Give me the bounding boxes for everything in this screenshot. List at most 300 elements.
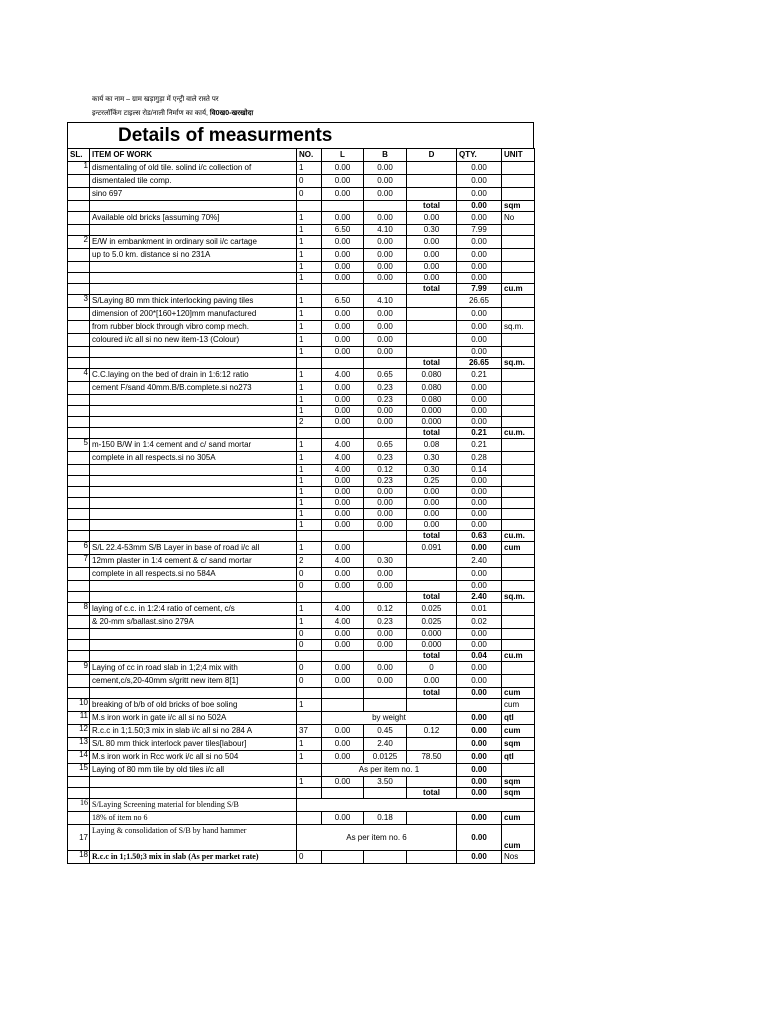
cell-item: 18% of item no 6 — [90, 812, 297, 825]
cell-no: 1 — [297, 236, 322, 249]
cell-unit — [502, 487, 535, 498]
cell-unit — [502, 764, 535, 777]
cell-d: 0.08 — [407, 439, 457, 452]
cell-l: 0.00 — [322, 812, 364, 825]
cell-b: 0.0125 — [364, 751, 407, 764]
cell-d: 0.080 — [407, 369, 457, 382]
cell-b — [364, 788, 407, 799]
cell-qty: 0.00 — [457, 188, 502, 201]
cell-unit — [502, 225, 535, 236]
cell-unit — [502, 369, 535, 382]
cell-d: 0.00 — [407, 236, 457, 249]
cell-item — [90, 465, 297, 476]
cell-l: 0.00 — [322, 520, 364, 531]
col-no: NO. — [297, 149, 322, 162]
cell-b: 0.23 — [364, 395, 407, 406]
cell-no: 1 — [297, 699, 322, 712]
table-row — [68, 417, 535, 428]
cell-no: 1 — [297, 212, 322, 225]
table-row — [68, 738, 535, 751]
cell-d — [407, 347, 457, 358]
cell-sl: 4 — [68, 369, 90, 382]
work-name-line: कार्य का नाम – ग्राम खड़ागुड़ा में एन्ट्री वाले रास्ते पर — [92, 96, 219, 103]
cell-no: 1 — [297, 738, 322, 751]
title-box — [67, 122, 534, 148]
cell-item: 12mm plaster in 1:4 cement & c/ sand mortar — [90, 555, 297, 568]
cell-sl — [68, 675, 90, 688]
cell-sl — [68, 651, 90, 662]
cell-d: total — [407, 788, 457, 799]
cell-sl — [68, 476, 90, 487]
cell-l: 0.00 — [322, 487, 364, 498]
cell-d: 0.30 — [407, 452, 457, 465]
cell-l — [322, 531, 364, 542]
cell-l: 0.00 — [322, 382, 364, 395]
cell-l: 6.50 — [322, 225, 364, 236]
cell-d: 0.00 — [407, 273, 457, 284]
cell-d: 0.00 — [407, 520, 457, 531]
cell-qty: 0.00 — [457, 236, 502, 249]
cell-unit — [502, 188, 535, 201]
cell-qty: 2.40 — [457, 592, 502, 603]
cell-b: 0.00 — [364, 640, 407, 651]
cell-unit — [502, 334, 535, 347]
cell-sl — [68, 428, 90, 439]
col-qty: QTY. — [457, 149, 502, 162]
cell-d: total — [407, 284, 457, 295]
cell-item: sino 697 — [90, 188, 297, 201]
cell-item: dimension of 200*[160+120]mm manufactured — [90, 308, 297, 321]
cell-item: cement,c/s,20-40mm s/gritt new item 8[1] — [90, 675, 297, 688]
cell-no — [297, 764, 322, 777]
cell-d: 0.00 — [407, 262, 457, 273]
cell-l: 0.00 — [322, 249, 364, 262]
cell-qty: 0.00 — [457, 347, 502, 358]
table-row — [68, 603, 535, 616]
cell-b — [364, 592, 407, 603]
cell-d: 0.025 — [407, 616, 457, 629]
cell-l — [322, 358, 364, 369]
cell-d: 0.00 — [407, 212, 457, 225]
cell-item: M.s iron work in gate i/c all si no 502A — [90, 712, 297, 725]
cell-no: 0 — [297, 640, 322, 651]
cell-l: 0.00 — [322, 509, 364, 520]
cell-b: 3.50 — [364, 777, 407, 788]
cell-b: 4.10 — [364, 225, 407, 236]
cell-qty: 26.65 — [457, 295, 502, 308]
cell-qty: 0.01 — [457, 603, 502, 616]
cell-sl — [68, 188, 90, 201]
cell-unit — [502, 236, 535, 249]
cell-l: 4.00 — [322, 439, 364, 452]
cell-b: 0.00 — [364, 334, 407, 347]
cell-item: cement F/sand 40mm.B/B.complete.si no273 — [90, 382, 297, 395]
cell-d — [407, 568, 457, 581]
cell-l: 0.00 — [322, 236, 364, 249]
page-title: Details of measurments — [118, 125, 333, 146]
cell-no — [297, 201, 322, 212]
cell-unit — [502, 295, 535, 308]
cell-l: 0.00 — [322, 675, 364, 688]
table-row — [68, 236, 535, 249]
cell-b: 0.00 — [364, 262, 407, 273]
cell-item — [90, 406, 297, 417]
cell-item — [90, 358, 297, 369]
cell-no: 0 — [297, 851, 322, 864]
cell-b: 0.00 — [364, 236, 407, 249]
cell-b: 0.00 — [364, 347, 407, 358]
cell-item: S/Laying 80 mm thick interlocking paving tiles — [90, 295, 297, 308]
cell-sl: 5 — [68, 439, 90, 452]
cell-b: 0.00 — [364, 162, 407, 175]
cell-l: 0.00 — [322, 334, 364, 347]
cell-d: total — [407, 651, 457, 662]
cell-qty — [457, 699, 502, 712]
table-row — [68, 465, 535, 476]
cell-d: 0.30 — [407, 465, 457, 476]
cell-sl: 18 — [68, 851, 90, 864]
cell-unit: cum — [502, 688, 535, 699]
table-row — [68, 406, 535, 417]
cell-item — [90, 225, 297, 236]
cell-no: 1 — [297, 347, 322, 358]
cell-sl — [68, 581, 90, 592]
cell-item — [90, 347, 297, 358]
cell-qty: 0.00 — [457, 675, 502, 688]
cell-no — [297, 284, 322, 295]
cell-b: 0.00 — [364, 487, 407, 498]
cell-qty: 0.00 — [457, 738, 502, 751]
cell-d: total — [407, 688, 457, 699]
table-body — [68, 162, 535, 799]
cell-unit: sqm — [502, 738, 535, 751]
table-row — [68, 476, 535, 487]
cell-b: 0.23 — [364, 452, 407, 465]
cell-no: 1 — [297, 262, 322, 273]
cell-b: 0.00 — [364, 509, 407, 520]
cell-item: S/L 22.4-53mm S/B Layer in base of road i/c all — [90, 542, 297, 555]
table-tail — [68, 799, 535, 864]
cell-sl — [68, 201, 90, 212]
cell-d: total — [407, 531, 457, 542]
cell-unit: No — [502, 212, 535, 225]
cell-unit — [502, 640, 535, 651]
cell-d: 0.080 — [407, 382, 457, 395]
cell-unit — [502, 520, 535, 531]
table-row — [68, 662, 535, 675]
cell-b: 0.00 — [364, 581, 407, 592]
total-row — [68, 201, 535, 212]
cell-item: S/L 80 mm thick interlock paver tiles[labour] — [90, 738, 297, 751]
cell-sl: 15 — [68, 764, 90, 777]
cell-item: Laying & consolidation of S/B by hand hammer — [90, 825, 297, 851]
cell-item: dismentaled tile comp. — [90, 175, 297, 188]
cell-sl — [68, 531, 90, 542]
cell-d — [407, 295, 457, 308]
cell-qty: 0.21 — [457, 369, 502, 382]
cell-item: m-150 B/W in 1:4 cement and c/ sand mortar — [90, 439, 297, 452]
table-row — [68, 395, 535, 406]
table-row — [68, 262, 535, 273]
cell-unit: cu.m — [502, 651, 535, 662]
cell-no: 1 — [297, 321, 322, 334]
cell-unit: cum — [502, 825, 535, 851]
cell-sl — [68, 520, 90, 531]
cell-qty: 0.21 — [457, 428, 502, 439]
cell-sl — [68, 487, 90, 498]
cell-l — [322, 851, 364, 864]
cell-d — [407, 308, 457, 321]
cell-no: 1 — [297, 476, 322, 487]
cell-no: 1 — [297, 308, 322, 321]
cell-b: 0.23 — [364, 382, 407, 395]
cell-d — [407, 175, 457, 188]
cell-sl: 11 — [68, 712, 90, 725]
cell-item: M.s iron work in Rcc work i/c all si no 504 — [90, 751, 297, 764]
cell-b: 0.00 — [364, 212, 407, 225]
cell-qty: 2.40 — [457, 555, 502, 568]
cell-b — [364, 688, 407, 699]
cell-sl: 17 — [68, 825, 90, 851]
cell-unit: cum — [502, 699, 535, 712]
cell-qty: 0.00 — [457, 175, 502, 188]
cell-qty: 0.00 — [457, 777, 502, 788]
cell-unit — [502, 347, 535, 358]
cell-qty: 0.02 — [457, 616, 502, 629]
header-row — [68, 149, 535, 162]
cell-unit: sqm — [502, 201, 535, 212]
cell-l: 4.00 — [322, 616, 364, 629]
cell-l: 0.00 — [322, 188, 364, 201]
cell-sl: 12 — [68, 725, 90, 738]
cell-unit — [502, 162, 535, 175]
cell-unit: cu.m — [502, 284, 535, 295]
cell-item: R.c.c in 1;1.50;3 mix in slab (As per market rate) — [90, 851, 297, 864]
cell-d: 0.30 — [407, 225, 457, 236]
cell-no: 2 — [297, 555, 322, 568]
cell-item — [90, 417, 297, 428]
cell-b: 0.65 — [364, 439, 407, 452]
cell-item: R.c.c in 1;1.50;3 mix in slab i/c all si no 284 A — [90, 725, 297, 738]
cell-l: 0.00 — [322, 640, 364, 651]
cell-no: 1 — [297, 395, 322, 406]
cell-sl — [68, 308, 90, 321]
cell-no: 0 — [297, 581, 322, 592]
cell-no — [297, 812, 322, 825]
cell-item: Laying of cc in road slab in 1;2;4 mix with — [90, 662, 297, 675]
cell-l: 4.00 — [322, 452, 364, 465]
cell-no — [297, 688, 322, 699]
cell-unit — [502, 498, 535, 509]
cell-item — [90, 592, 297, 603]
cell-l — [322, 699, 364, 712]
table-row — [68, 225, 535, 236]
cell-no: 1 — [297, 498, 322, 509]
cell-l: 0.00 — [322, 417, 364, 428]
cell-sl — [68, 777, 90, 788]
cell-b: 0.12 — [364, 603, 407, 616]
cell-d: total — [407, 592, 457, 603]
table-row — [68, 273, 535, 284]
work-name-line-2 — [92, 109, 253, 118]
table-row — [68, 675, 535, 688]
cell-item: up to 5.0 km. distance si no 231A — [90, 249, 297, 262]
cell-sl: 7 — [68, 555, 90, 568]
cell-b: 0.00 — [364, 498, 407, 509]
cell-sl — [68, 225, 90, 236]
col-d: D — [407, 149, 457, 162]
cell-sl — [68, 629, 90, 640]
table-row — [68, 439, 535, 452]
cell-item: dismentaling of old tile. solind i/c collection of — [90, 162, 297, 175]
cell-qty: 0.00 — [457, 406, 502, 417]
cell-no: 1 — [297, 369, 322, 382]
cell-qty: 7.99 — [457, 284, 502, 295]
cell-d — [407, 162, 457, 175]
table-row — [68, 777, 535, 788]
cell-unit: sqm — [502, 788, 535, 799]
table-row — [68, 452, 535, 465]
cell-b: 0.00 — [364, 520, 407, 531]
cell-no: 1 — [297, 162, 322, 175]
cell-b: 0.30 — [364, 555, 407, 568]
cell-b — [364, 284, 407, 295]
table-row — [68, 162, 535, 175]
cell-unit: cum — [502, 725, 535, 738]
cell-qty: 0.00 — [457, 509, 502, 520]
cell-no: 0 — [297, 188, 322, 201]
cell-unit — [502, 465, 535, 476]
cell-unit — [502, 308, 535, 321]
cell-d: 78.50 — [407, 751, 457, 764]
cell-sl — [68, 417, 90, 428]
cell-sl — [68, 640, 90, 651]
total-row — [68, 428, 535, 439]
cell-qty: 0.00 — [457, 395, 502, 406]
cell-no: 0 — [297, 662, 322, 675]
cell-d: 0.00 — [407, 498, 457, 509]
cell-qty: 0.00 — [457, 487, 502, 498]
cell-d — [407, 777, 457, 788]
cell-sl: 3 — [68, 295, 90, 308]
cell-d: 0.000 — [407, 640, 457, 651]
cell-no: 0 — [297, 568, 322, 581]
cell-sl — [68, 509, 90, 520]
cell-no: 1 — [297, 295, 322, 308]
cell-qty: 0.00 — [457, 249, 502, 262]
cell-qty: 7.99 — [457, 225, 502, 236]
cell-l: 0.00 — [322, 212, 364, 225]
table-row — [68, 640, 535, 651]
cell-d: total — [407, 201, 457, 212]
cell-unit — [502, 476, 535, 487]
table-row — [68, 520, 535, 531]
total-row — [68, 358, 535, 369]
cell-span: As per item no. 1 — [322, 764, 457, 777]
cell-item: complete in all respects.si no 305A — [90, 452, 297, 465]
cell-qty: 0.00 — [457, 334, 502, 347]
table-row — [68, 581, 535, 592]
cell-unit — [502, 439, 535, 452]
cell-qty: 26.65 — [457, 358, 502, 369]
cell-qty: 0.00 — [457, 764, 502, 777]
table-row — [68, 321, 535, 334]
cell-no — [297, 358, 322, 369]
cell-d: 0.000 — [407, 406, 457, 417]
cell-item: breaking of b/b of old bricks of boe soling — [90, 699, 297, 712]
cell-no: 2 — [297, 417, 322, 428]
cell-b: 0.00 — [364, 175, 407, 188]
table-row — [68, 295, 535, 308]
cell-sl — [68, 212, 90, 225]
cell-no: 1 — [297, 751, 322, 764]
cell-b: 0.23 — [364, 616, 407, 629]
cell-qty: 0.28 — [457, 452, 502, 465]
cell-qty: 0.00 — [457, 568, 502, 581]
cell-unit: qtl — [502, 751, 535, 764]
cell-no: 1 — [297, 616, 322, 629]
cell-l — [322, 284, 364, 295]
cell-sl — [68, 358, 90, 369]
cell-l — [322, 201, 364, 212]
cell-b: 0.18 — [364, 812, 407, 825]
cell-qty: 0.00 — [457, 382, 502, 395]
cell-item — [90, 581, 297, 592]
cell-d — [407, 812, 457, 825]
cell-item — [90, 498, 297, 509]
cell-no — [297, 592, 322, 603]
cell-qty: 0.00 — [457, 662, 502, 675]
total-row — [68, 688, 535, 699]
cell-unit — [502, 406, 535, 417]
cell-b — [364, 542, 407, 555]
cell-unit: sq.m. — [502, 321, 535, 334]
cell-item — [90, 688, 297, 699]
cell-l: 0.00 — [322, 629, 364, 640]
cell-unit: sq.m. — [502, 358, 535, 369]
table-row — [68, 175, 535, 188]
cell-item — [90, 428, 297, 439]
cell-d: 0.025 — [407, 603, 457, 616]
cell-qty: 0.00 — [457, 825, 502, 851]
cell-qty: 0.00 — [457, 788, 502, 799]
cell-sl — [68, 788, 90, 799]
cell-item — [90, 476, 297, 487]
cell-l: 0.00 — [322, 308, 364, 321]
cell-l — [322, 788, 364, 799]
cell-qty: 0.00 — [457, 308, 502, 321]
cell-l — [322, 688, 364, 699]
cell-qty: 0.00 — [457, 162, 502, 175]
cell-sl — [68, 465, 90, 476]
cell-d: total — [407, 428, 457, 439]
cell-sl — [68, 812, 90, 825]
cell-sl: 8 — [68, 603, 90, 616]
cell-b: 0.23 — [364, 476, 407, 487]
table-row — [68, 751, 535, 764]
cell-qty: 0.00 — [457, 751, 502, 764]
cell-l: 0.00 — [322, 581, 364, 592]
cell-no — [297, 788, 322, 799]
cell-b: 0.00 — [364, 675, 407, 688]
cell-no: 0 — [297, 629, 322, 640]
cell-item — [90, 788, 297, 799]
cell-sl — [68, 568, 90, 581]
cell-no — [297, 531, 322, 542]
cell-b — [364, 358, 407, 369]
cell-d: 0.00 — [407, 675, 457, 688]
cell-b: 0.00 — [364, 629, 407, 640]
